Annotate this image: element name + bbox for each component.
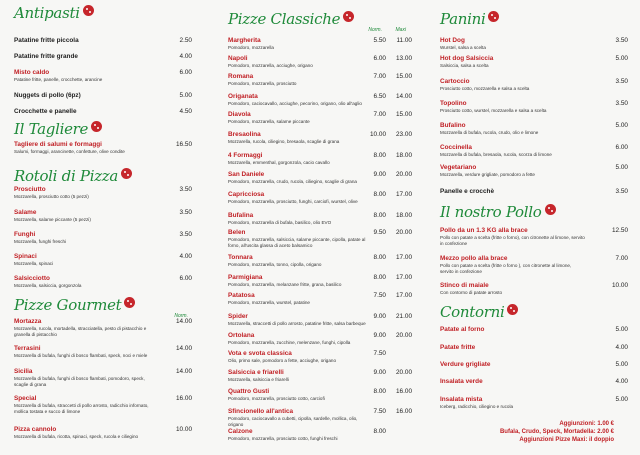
item-description: Salsiccia, salsa a scelta [440,63,489,68]
menu-item[interactable] [14,395,192,415]
item-price: 5.00 [615,164,628,171]
section-title: Panini [440,10,486,28]
item-price-maxi: 17.00 [396,254,412,261]
item-price-maxi: 23.00 [396,131,412,138]
item-name: Mortazza [14,318,42,325]
item-name: Pizza cannolo [14,426,57,433]
item-description: Olio, primo sale, pomodoro a fette, acciughe, origano [228,358,337,363]
item-description: Pomodoro, mozzarella, acciughe, origano [228,63,313,68]
section-title: Pizze Gourmet [14,296,122,314]
pizza-badge-icon [343,11,354,22]
additions-note: Aggiunzioni: 1.00 € [559,421,614,427]
item-name: Misto caldo [14,69,50,76]
item-description: Pomodoro, mozzarella, melanzane fritte, grana, basilico [228,282,342,287]
item-price-maxi: 17.00 [396,191,412,198]
item-name: Margherita [228,37,261,44]
norm-size-label: Norm. [174,313,188,319]
item-name: Stinco di maiale [440,282,489,289]
item-description: Mozzarella, funghi freschi [14,239,67,244]
menu-item[interactable] [228,292,412,306]
menu-item[interactable] [228,388,412,402]
item-description: Pomodoro, mozzarella, tonno, cipolla, origano [228,262,322,267]
item-name: Romana [228,73,254,80]
menu-item[interactable] [14,37,192,45]
menu-item[interactable] [228,254,412,268]
item-price-maxi: 18.00 [396,212,412,219]
item-price: 7.50 [373,292,386,299]
item-price: 3.50 [615,78,628,85]
item-description: Mozzarella, rucola, ciliegino, bresaola, scaglie di grana [228,139,340,144]
item-name: Calzone [228,428,253,435]
menu-item[interactable] [14,69,192,83]
item-price: 6.50 [373,93,386,100]
item-description: Mozzarella, verdure grigliate, pomodoro a fette [440,172,535,177]
item-name: 4 Formaggi [228,152,263,159]
item-description: Pomodoro, mozzarella, zucchine, melenzane, funghi, cipolla [228,340,351,345]
additions-note: Bufala, Crudo, Speck, Mortadella: 2.00 € [499,429,614,435]
item-description: Pomodoro, caciocavallo, acciughe, pecorino, origano, olio all'aglio [228,101,362,106]
item-name: Capricciosa [228,191,265,198]
item-price-maxi: 11.00 [396,37,412,44]
maxi-size-label: Maxi [395,27,406,33]
item-price: 14.00 [176,318,192,325]
pizza-badge-icon [507,304,518,315]
item-description: Mozzarella, prosciutto cotto (5 pezzi) [14,194,89,199]
item-price-maxi: 15.00 [396,73,412,80]
menu-item[interactable] [228,212,412,226]
item-name: Bufalina [228,212,254,219]
menu-item[interactable] [228,171,412,185]
menu-item[interactable] [440,396,628,410]
item-price: 8.00 [373,212,386,219]
item-name: San Daniele [228,171,265,178]
menu-item[interactable] [228,111,412,125]
menu-item[interactable] [14,141,192,155]
item-price: 9.00 [373,332,386,339]
item-price-maxi: 15.00 [396,111,412,118]
item-name: Bresaolina [228,131,261,138]
item-name: Diavola [228,111,251,118]
item-name: Salame [14,209,37,216]
item-price: 9.00 [373,369,386,376]
section-heading [228,10,354,29]
item-price: 7.00 [615,255,628,262]
item-name: Spider [228,313,248,320]
item-price: 3.50 [179,231,192,238]
item-name: Napoli [228,55,248,62]
item-price-maxi: 18.00 [396,152,412,159]
item-price: 7.00 [373,73,386,80]
item-price: 14.00 [176,368,192,375]
item-price: 6.00 [373,55,386,62]
section-heading [440,10,499,29]
pizza-badge-icon [121,168,132,179]
menu-item[interactable] [440,188,628,196]
item-name: Crocchette e panelle [14,108,77,115]
item-name: Tonnara [228,254,253,261]
item-price: 4.00 [615,344,628,351]
item-price: 16.00 [176,395,192,402]
menu-item[interactable] [14,345,192,359]
item-price: 9.00 [373,171,386,178]
item-name: Nuggets di pollo (6pz) [14,92,81,99]
item-description: Pomodoro, mozzarella, crudo, rucola, ciliegino, scaglie di grana [228,179,357,184]
item-price: 12.50 [612,227,628,234]
item-price: 8.00 [373,274,386,281]
item-price: 3.50 [615,37,628,44]
item-price: 3.50 [615,100,628,107]
item-price-maxi: 20.00 [396,229,412,236]
item-price-maxi: 20.00 [396,369,412,376]
item-name: Funghi [14,231,36,238]
menu-item[interactable] [440,255,628,275]
menu-item[interactable] [440,144,628,158]
menu-item[interactable] [14,53,192,61]
item-description: Mozzarella di bufala, funghi di bosco flambati, pomodoro, speck, scaglie di grana [14,376,145,387]
item-name: Patate al forno [440,326,485,333]
menu-item[interactable] [228,369,412,383]
item-price: 8.00 [373,254,386,261]
item-price: 8.00 [373,428,386,435]
column-center [228,0,412,455]
item-description: Pomodoro, mozzarella, prosciutto cotto, funghi freschi [228,436,338,441]
item-name: Sfincionello all'antica [228,408,294,415]
item-price-maxi: 13.00 [396,55,412,62]
pizza-badge-icon [545,204,556,215]
menu-item[interactable] [440,344,628,352]
item-description: Con contorno di patate arrosto [440,290,503,295]
menu-item[interactable] [228,350,412,364]
item-name: Topolino [440,100,467,107]
item-price: 4.50 [179,108,192,115]
menu-item[interactable] [228,274,412,288]
item-description: Patatine fritte, panelle, crocchette, arancine [14,77,103,82]
item-description: Mozzarella, emmenthal, gorgonzola, cacio cavallo [228,160,330,165]
item-name: Prosciutto [14,186,46,193]
item-price: 8.00 [373,152,386,159]
menu-item[interactable] [228,332,412,346]
item-description: Wurstel, salsa a scelta [440,45,486,50]
item-price: 9.50 [373,229,386,236]
menu-item[interactable] [14,426,192,440]
item-name: Patatosa [228,292,255,299]
item-price: 5.00 [615,122,628,129]
menu-item[interactable] [440,164,628,178]
item-description: Pomodoro, mozzarella, salame piccante [228,119,310,124]
item-name: Hot dog Salsiccia [440,55,494,62]
item-price: 5.00 [179,92,192,99]
item-name: Vegetariano [440,164,477,171]
menu-item[interactable] [228,37,412,51]
item-name: Patatine fritte grande [14,53,78,60]
item-description: Pomodoro, mozzarella di bufala, basilico, olio EVO [228,220,332,225]
menu-item[interactable] [440,361,628,369]
item-price-maxi: 17.00 [396,274,412,281]
item-name: Patate fritte [440,344,476,351]
section-heading [14,4,94,23]
item-name: Bufalino [440,122,466,129]
section-title: Antipasti [14,4,80,22]
item-name: Special [14,395,37,402]
section-heading [440,203,556,222]
menu-item[interactable] [228,229,412,249]
item-price: 5.00 [615,361,628,368]
menu-item[interactable] [440,326,628,334]
column-right [440,0,628,455]
item-description: Pomodoro, mozzarella, prosciutto cotto, carciofi [228,396,325,401]
item-name: Mezzo pollo alla brace [440,255,508,262]
item-description: Prosciutto cotto, wurstel, mozzarella e salsa a scelta [440,108,547,113]
item-price-maxi: 16.00 [396,388,412,395]
menu-item[interactable] [228,131,412,145]
norm-size-label: Norm. [368,27,382,33]
item-price: 5.00 [615,55,628,62]
item-price: 7.00 [373,111,386,118]
item-description: Pomodoro, mozzarella, salsiccia, salame piccante, cipolla, patate al forno, all'uscita glassa di aceto balsamico [228,237,366,248]
item-name: Sicilia [14,368,33,375]
item-description: Mozzarella di bufala, ricotta, spinaci, speck, rucola e ciliegino [14,434,139,439]
column-left [14,0,192,455]
menu-item[interactable] [14,108,192,116]
item-price: 4.00 [615,378,628,385]
menu-item[interactable] [440,122,628,136]
section-title: Rotoli di Pizza [14,167,119,185]
item-name: Vota e svota classica [228,350,292,357]
additions-note: Aggiunzioni Pizze Maxi: il doppio [519,437,614,443]
menu-item[interactable] [228,152,412,166]
item-description: Mozzarella, salame piccante (5 pezzi) [14,217,91,222]
item-name: Pollo da un 1.3 KG alla brace [440,227,528,234]
item-name: Terrasini [14,345,41,352]
item-price-maxi: 14.00 [396,93,412,100]
item-price: 6.00 [179,69,192,76]
menu-item[interactable] [228,93,412,107]
item-price: 8.00 [373,191,386,198]
item-name: Salsicciotto [14,275,50,282]
item-price-maxi: 20.00 [396,332,412,339]
item-name: Panelle e crocchè [440,188,494,195]
menu-item[interactable] [14,231,192,245]
menu-item[interactable] [440,100,628,114]
menu-item[interactable] [228,73,412,87]
item-description: Mozzarella di bufala, bresaola, rucola, scorza di limone [440,152,552,157]
section-title: Il Tagliere [14,120,89,138]
item-name: Cartoccio [440,78,470,85]
item-name: Coccinella [440,144,472,151]
item-description: Mozzarella di bufala, straccetti di pollo arrosto, radicchio infornato, mollica tostata e succo di limone [14,403,149,414]
item-price: 10.00 [176,426,192,433]
item-name: Origanata [228,93,258,100]
item-name: Salsiccia e friarelli [228,369,284,376]
item-description: Pomodoro, mozzarella, wurstel, patatine [228,300,310,305]
item-price: 8.00 [373,388,386,395]
item-price: 4.00 [179,253,192,260]
pizza-badge-icon [83,5,94,16]
item-price: 4.00 [179,53,192,60]
item-price: 10.00 [370,131,386,138]
pizza-badge-icon [91,121,102,132]
item-price: 2.50 [179,37,192,44]
item-name: Quattro Gusti [228,388,270,395]
menu-item[interactable] [228,313,412,327]
item-price: 6.00 [179,275,192,282]
item-price: 3.50 [179,186,192,193]
item-name: Ortolana [228,332,255,339]
item-name: Belen [228,229,246,236]
menu-item[interactable] [14,92,192,100]
menu-item[interactable] [14,186,192,200]
item-description: Mozzarella di bufala, funghi di bosco flambati, speck, noci e miele [14,353,148,358]
item-description: Iceberg, radicchio, ciliegino e rucola [440,404,514,409]
item-name: Hot Dog [440,37,465,44]
item-price-maxi: 21.00 [396,313,412,320]
menu-item[interactable] [228,191,412,205]
menu-item[interactable] [440,227,628,247]
menu-item[interactable] [14,318,192,338]
menu-item[interactable] [14,275,192,289]
item-price-maxi: 20.00 [396,171,412,178]
item-description: Mozzarella, straccetti di pollo arrosto, patatine fritte, salsa barbeque [228,321,366,326]
menu-item[interactable] [14,209,192,223]
item-price: 16.50 [176,141,192,148]
item-description: Mozzarella, salsiccia e friarelli [228,377,289,382]
pizza-badge-icon [488,11,499,22]
item-description: Pomodoro, mozzarella, prosciutto [228,81,297,86]
item-description: Pollo con patate a scelta (fritte o forno ), con citronette al limone, servito in confezione [440,263,572,274]
item-name: Tagliere di salumi e formaggi [14,141,102,148]
section-title: Il nostro Pollo [440,203,542,221]
menu-item[interactable] [228,55,412,69]
item-description: Mozzarella, salsiccia, gorgonzola [14,283,82,288]
section-heading [14,167,132,186]
pizza-badge-icon [124,297,135,308]
item-name: Verdure grigliate [440,361,491,368]
item-description: Mozzarella, rucola, mortadella, stracciatella, pesto di pistacchio e granella di pistacchio [14,326,147,337]
menu-item[interactable] [14,368,192,388]
menu-item[interactable] [440,378,628,386]
section-title: Pizze Classiche [228,10,341,28]
item-price: 7.50 [373,408,386,415]
item-description: Salumi, formaggi, arancinette, confetture, olive condite [14,149,125,154]
menu-item[interactable] [440,37,628,51]
item-price: 14.00 [176,345,192,352]
menu-item[interactable] [228,428,412,442]
menu-item[interactable] [440,282,628,296]
item-description: Pollo con patate a scelta (fritte o forno), con citronette al limone, servito in confezione [440,235,585,246]
section-heading [440,303,518,322]
item-description: Mozzarella, spinaci [14,261,54,266]
menu-item[interactable] [228,408,412,428]
item-name: Spinaci [14,253,37,260]
item-price-maxi: 17.00 [396,292,412,299]
item-price: 5.50 [373,37,386,44]
item-description: Mozzarella di bufala, rucola, crudo, olio e limone [440,130,539,135]
section-title: Contorni [440,303,505,321]
item-name: Patatine fritte piccola [14,37,79,44]
item-price: 6.00 [615,144,628,151]
item-description: Pomodoro, caciocavallo a cubetti, cipolla, sardelle, mollica, olio, origano [228,416,358,427]
item-price: 5.00 [615,326,628,333]
menu-item[interactable] [14,253,192,267]
section-heading [14,296,135,315]
item-description: Prosciutto cotto, mozzarella e salsa a scelta [440,86,530,91]
item-price: 3.50 [179,209,192,216]
item-price: 9.00 [373,313,386,320]
item-price: 5.00 [615,396,628,403]
item-name: Insalata mista [440,396,483,403]
item-description: Pomodoro, mozzarella [228,45,274,50]
item-price-maxi: 16.00 [396,408,412,415]
item-name: Insalata verde [440,378,483,385]
item-description: Pomodoro, mozzarella, prosciutto, funghi, carciofi, wurstel, olive [228,199,358,204]
item-name: Parmigiana [228,274,263,281]
section-heading [14,120,102,139]
item-price: 7.50 [373,350,386,357]
item-price: 3.50 [615,188,628,195]
menu-item[interactable] [440,55,628,69]
item-price: 10.00 [612,282,628,289]
menu-item[interactable] [440,78,628,92]
